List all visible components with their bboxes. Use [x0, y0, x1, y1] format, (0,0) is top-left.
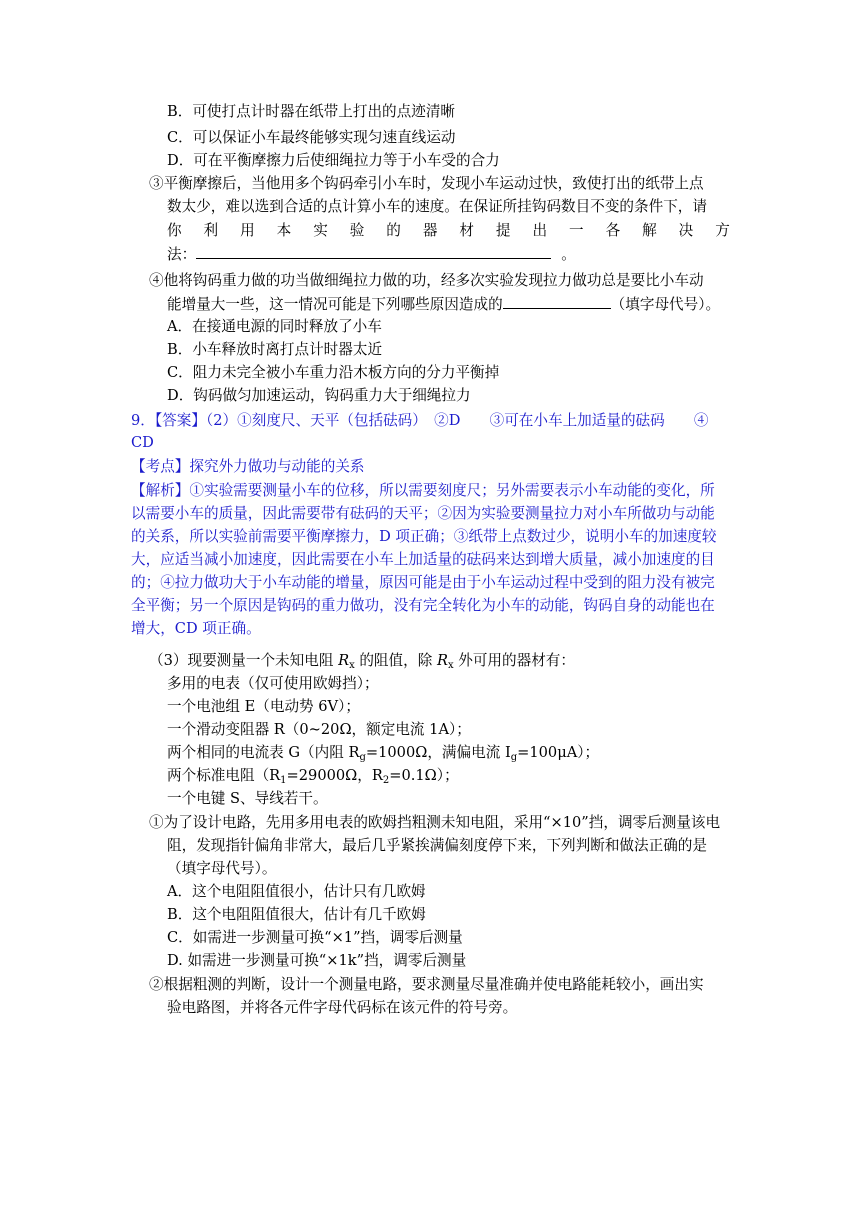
question-3-line: ③平衡摩擦后，当他用多个钩码牵引小车时，发现小车运动过快，致使打出的纸带上点	[149, 175, 704, 192]
word: 解	[642, 222, 657, 239]
word: 本	[276, 222, 292, 239]
option-b: B．小车释放时离打点计时器太近	[167, 341, 383, 358]
equipment-item: 多用的电表（仅可使用欧姆挡）；	[167, 675, 379, 692]
part3-q2-line: 验电路图，并将各元件字母代码标在该元件的符号旁。	[167, 999, 518, 1016]
option-c: C．阻力未完全被小车重力沿木板方向的分力平衡掉	[167, 364, 500, 381]
answer-line: CD	[131, 434, 154, 451]
answer-line: 9．【答案】（2）①刻度尺、天平（包括砝码） ②D ③可在小车上加适量的砝码 ④	[131, 412, 709, 429]
question-3-spaced-line	[167, 220, 730, 242]
question-4-answer-line: 能增量大一些，这一情况可能是下列哪些原因造成的 （填字母代号）。	[167, 293, 720, 316]
word: 各	[605, 222, 621, 239]
answer-blank[interactable]	[503, 293, 611, 309]
option-b: B．这个电阻阻值很大，估计有几千欧姆	[167, 906, 426, 923]
word: 决	[678, 222, 694, 239]
word: 提	[495, 222, 511, 239]
option-d: D. 如需进一步测量可换“×1k”挡，调零后测量	[167, 952, 467, 969]
word: 你	[167, 222, 182, 239]
part3-q2-line: ②根据粗测的判断，设计一个测量电路，要求测量尽量准确并使电路能耗较小，画出实	[149, 976, 704, 993]
analysis-line: 以需要小车的质量，因此需要带有砝码的天平；②因为实验要测量拉力对小车所做功与动能	[131, 505, 715, 522]
word: 的	[386, 222, 401, 239]
equipment-item: 一个滑动变阻器 R（0~20Ω，额定电流 1A）；	[167, 721, 471, 738]
option-a: A．在接通电源的同时释放了小车	[167, 318, 382, 335]
option-a: A．这个电阻阻值很小，估计只有几欧姆	[167, 883, 426, 900]
word: 验	[349, 222, 365, 239]
equipment-item: 两个相同的电流表 G（内阻 $R_g=1000\Omega$，满偏电流 $I_g=100\mu A$）；	[167, 744, 600, 763]
option-d: D．钩码做匀加速运动，钩码重力大于细绳拉力	[167, 387, 471, 404]
equipment-item: 一个电键 S、导线若干。	[167, 790, 328, 807]
option-d: D．可在平衡摩擦力后使细绳拉力等于小车受的合力	[167, 152, 500, 169]
equipment-item: 一个电池组 E（电动势 6V）；	[167, 698, 360, 715]
word: 用	[240, 222, 255, 239]
answer-blank[interactable]	[196, 243, 551, 259]
analysis-line: 【解析】①实验需要测量小车的位移，所以需要刻度尺；另外需要表示小车动能的变化，所	[131, 482, 715, 499]
word: 一	[569, 222, 584, 239]
word: 出	[532, 222, 548, 239]
word: 利	[203, 222, 219, 239]
option-c: C．如需进一步测量可换“×1”挡，调零后测量	[167, 929, 463, 946]
option-b: B．可使打点计时器在纸带上打出的点迹清晰	[167, 103, 456, 120]
word: 实	[313, 222, 328, 239]
option-c: C．可以保证小车最终能够实现匀速直线运动	[167, 129, 456, 146]
analysis-line: 的；④拉力做功大于小车动能的增量，原因可能是由于小车运动过程中受到的阻力没有被完	[131, 574, 715, 591]
analysis-line: 全平衡；另一个原因是钩码的重力做功，没有完全转化为小车的动能，钩码自身的动能也在	[131, 597, 715, 614]
word: 器	[422, 222, 438, 239]
question-4-line: ④他将钩码重力做的功当做细绳拉力做的功，经多次实验发现拉力做功总是要比小车动	[149, 272, 704, 289]
analysis-line: 的关系，所以实验前需要平衡摩擦力，D 项正确；③纸带上点数过少，说明小车的加速度较	[131, 528, 717, 545]
part3-q1-line: （填字母代号）。	[167, 860, 277, 877]
question-3-line: 数太少，难以选到合适的点计算小车的速度。在保证所挂钩码数目不变的条件下，请	[167, 198, 707, 215]
word: 材	[459, 222, 474, 239]
equipment-item: 两个标准电阻（$R_1=29000\Omega$，$R_2=0.1\Omega$）；	[167, 767, 459, 786]
analysis-line: 大，应适当减小加速度，因此需要在小车上加适量的砝码来达到增大质量，减小加速度的目	[131, 551, 715, 568]
part3-q1-line: ①为了设计电路，先用多用电表的欧姆挡粗测未知电阻，采用“×10”挡，调零后测量该电	[149, 814, 721, 831]
part3-q1-line: 阻，发现指针偏角非常大，最后几乎紧挨满偏刻度停下来，下列判断和做法正确的是	[167, 837, 707, 854]
analysis-line: 增大，CD 项正确。	[131, 620, 261, 637]
question-3-answer-line: 法： 。	[167, 243, 576, 266]
part3-intro: （3）现要测量一个未知电阻 $R_x$ 的阻值，除 $R_x$ 外可用的器材有：	[149, 652, 575, 671]
exam-point: 【考点】探究外力做功与动能的关系	[131, 458, 365, 475]
word: 方	[715, 222, 730, 239]
